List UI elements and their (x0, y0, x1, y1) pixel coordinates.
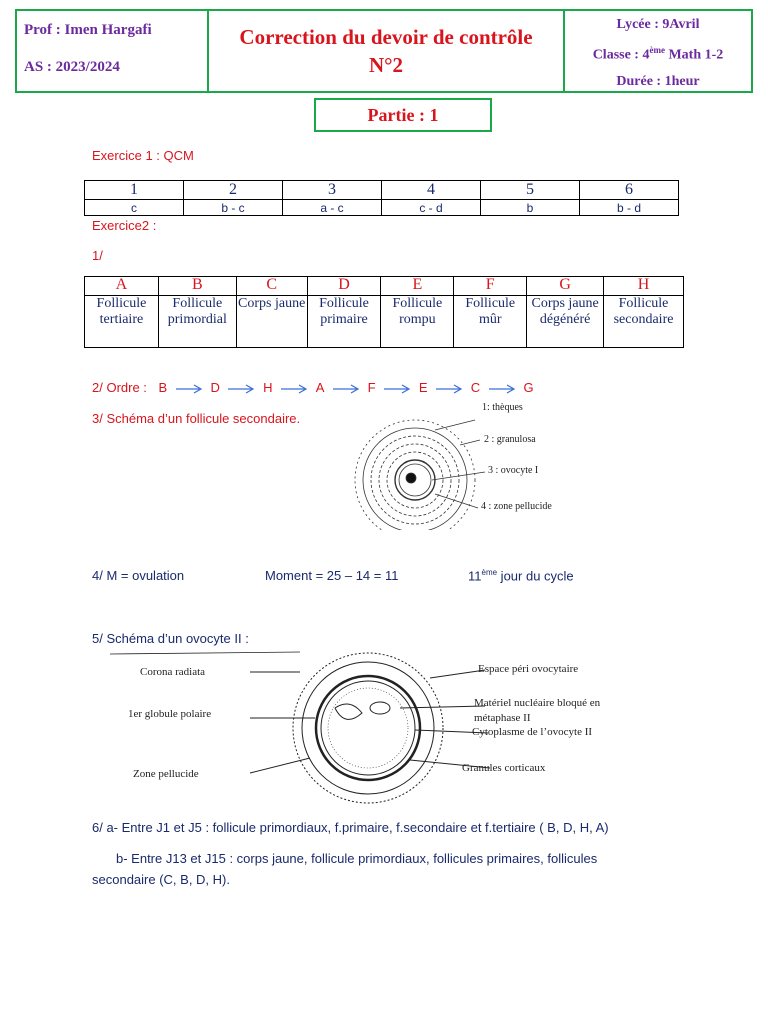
fig1-label-zone: 4 : zone pellucide (481, 501, 552, 512)
follicle-letter: A (85, 277, 159, 296)
title-line2: N°2 (368, 53, 404, 77)
ordre-item: F (367, 380, 376, 395)
fig2-label-zone: Zone pellucide (133, 768, 199, 780)
qcm-number: 1 (85, 181, 184, 200)
qcm-answer-row (85, 200, 679, 216)
question6a: 6/ a- Entre J1 et J5 : follicule primordiaux, f.primaire, f.secondaire et f.tertiaire ( B, D, H, A) (92, 820, 609, 835)
duree: Durée : 1heur (616, 74, 700, 89)
exercice1-title: Exercice 1 : QCM (92, 148, 194, 163)
follicle-letter: C (236, 277, 307, 296)
arrow-icon (333, 384, 359, 394)
question4-part2: Moment = 25 – 14 = 11 (265, 568, 399, 583)
follicle-letter: F (454, 277, 527, 296)
arrow-icon (384, 384, 410, 394)
ordre-item: A (315, 380, 325, 395)
follicle-name: Follicule rompu (381, 296, 454, 348)
fig2-label-espace: Espace péri ovocytaire (478, 663, 579, 675)
follicle-letter: D (307, 277, 381, 296)
follicle-table (84, 276, 684, 348)
qcm-answer: c - d (382, 200, 481, 216)
fig2-label-corona: Corona radiata (140, 666, 206, 678)
arrow-icon (436, 384, 462, 394)
ordre-item: E (418, 380, 428, 395)
follicle-letter: E (381, 277, 454, 296)
qcm-answer: a - c (283, 200, 382, 216)
follicle-letter-row (85, 277, 684, 296)
follicle-name: Follicule mûr (454, 296, 527, 348)
header-left-cell (17, 11, 209, 91)
follicle-letter: G (527, 277, 604, 296)
header-right-cell (565, 11, 751, 91)
question6b-line1: b- Entre J13 et J15 : corps jaune, follicule primordiaux, follicules primaires, follicules (116, 851, 598, 866)
follicle-name: Follicule primordial (158, 296, 236, 348)
qcm-answer: b - c (184, 200, 283, 216)
qcm-number: 3 (283, 181, 382, 200)
follicle-letter: H (604, 277, 684, 296)
follicle-name: Corps jaune dégénéré (527, 296, 604, 348)
header-title-cell (209, 11, 565, 91)
ordre-line (92, 380, 534, 395)
follicle-letter: B (158, 277, 236, 296)
qcm-number: 4 (382, 181, 481, 200)
follicle-name: Follicule tertiaire (85, 296, 159, 348)
ordre-item: H (263, 380, 273, 395)
qcm-number: 5 (481, 181, 580, 200)
fig2-label-materiel2: métaphase II (474, 712, 531, 724)
arrow-icon (176, 384, 202, 394)
ordre-label: 2/ Ordre : (92, 380, 147, 395)
fig2-label-materiel1: Matériel nucléaire bloqué en (474, 697, 601, 709)
fig1-label-granulosa: 2 : granulosa (484, 434, 536, 445)
fig1-label-ovocyte: 3 : ovocyte I (488, 465, 539, 476)
qcm-number-row (85, 181, 679, 200)
header-box (15, 9, 753, 93)
follicle-name: Follicule secondaire (604, 296, 684, 348)
question4-part3: 11ème jour du cycle (468, 568, 574, 584)
title-line1: Correction du devoir de contrôle (239, 25, 533, 49)
fig1-label-theques: 1: thèques (482, 402, 523, 413)
qcm-number: 6 (580, 181, 679, 200)
prof-name: Prof : Imen Hargafi (24, 22, 152, 38)
ordre-item: C (470, 380, 481, 395)
arrow-icon (281, 384, 307, 394)
question1-label: 1/ (92, 248, 103, 263)
lycee: Lycée : 9Avril (616, 17, 700, 32)
qcm-answer: b (481, 200, 580, 216)
question3-label: 3/ Schéma d’un follicule secondaire. (92, 411, 301, 426)
ordre-item: G (523, 380, 534, 395)
fig2-label-globule: 1er globule polaire (128, 708, 212, 720)
arrow-icon (489, 384, 515, 394)
qcm-table (84, 180, 679, 216)
exercice2-title: Exercice2 : (92, 218, 157, 233)
question5-label: 5/ Schéma d’un ovocyte II : (92, 631, 249, 646)
fig2-label-cyto: Cytoplasme de l’ovocyte II (472, 726, 593, 738)
qcm-answer: c (85, 200, 184, 216)
qcm-answer: b - d (580, 200, 679, 216)
follicle-name: Corps jaune (236, 296, 307, 348)
school-year: AS : 2023/2024 (24, 59, 120, 75)
question4-part1: 4/ M = ovulation (92, 568, 185, 583)
qcm-number: 2 (184, 181, 283, 200)
partie-title: Partie : 1 (314, 98, 492, 132)
follicle-name: Follicule primaire (307, 296, 381, 348)
fig2-label-granules: Granules corticaux (462, 762, 546, 774)
arrow-icon (228, 384, 254, 394)
classe: Classe : 4ème Math 1-2 (592, 45, 724, 63)
question6b-line2: secondaire (C, B, D, H). (92, 872, 230, 887)
ordre-item: B (158, 380, 168, 395)
follicle-name-row (85, 296, 684, 348)
ordre-item: D (210, 380, 220, 395)
